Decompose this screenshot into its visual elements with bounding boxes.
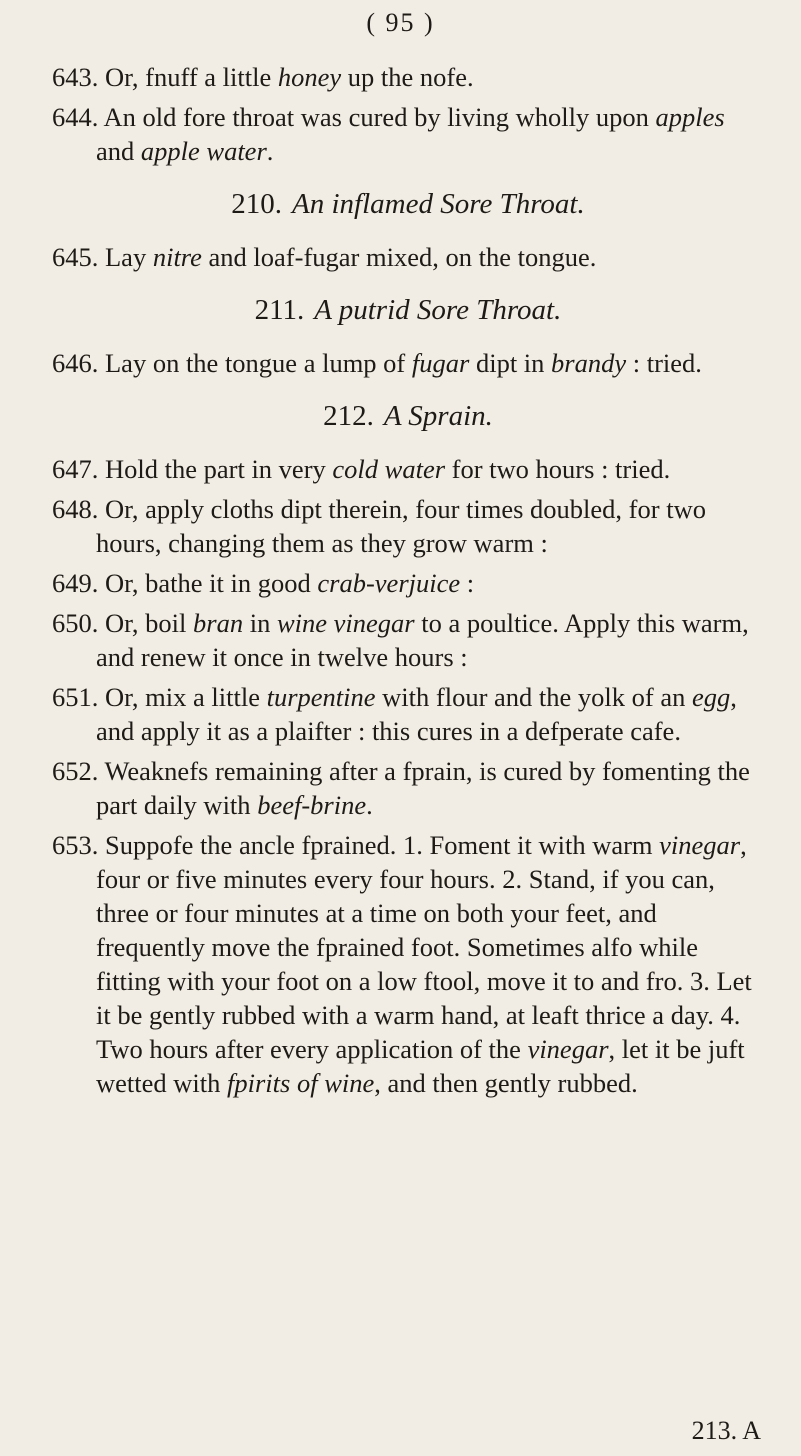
section-heading-212: 212. A Sprain. xyxy=(323,400,493,432)
remedy-644: 644. An old fore throat was cured by living wholly upon apples and apple water. xyxy=(52,102,725,166)
remedy-645: 645. Lay nitre and loaf-fugar mixed, on the tongue. xyxy=(52,242,597,272)
remedy-646: 646. Lay on the tongue a lump of fugar dipt in brandy : tried. xyxy=(52,348,702,378)
remedy-652: 652. Weaknefs remaining after a fprain, is cured by fomenting the part daily with beef-brine. xyxy=(52,756,750,820)
page-number-header: ( 95 ) xyxy=(366,8,435,37)
section-heading-211: 211. A putrid Sore Throat. xyxy=(254,294,562,326)
remedy-643: 643. Or, fnuff a little honey up the nofe. xyxy=(52,62,474,92)
section-heading-210: 210. An inflamed Sore Throat. xyxy=(231,188,585,220)
remedy-651: 651. Or, mix a little turpentine with flour and the yolk of an egg, and apply it as a plaifter : this cures in a defperate cafe. xyxy=(52,682,737,746)
remedy-653: 653. Suppofe the ancle fprained. 1. Foment it with warm vinegar, four or five minutes every four hours. 2. Stand, if you can, three or four minutes at a time on both your feet, and frequently move the fprained foot. Sometimes alfo while fitting with your foot on a low ftool, move it to and fro. 3. Let it be gently rubbed with a warm hand, at leaft thrice a day. 4. Two hours after every application of the vinegar, let it be juft wetted with fpirits of wine, and then gently rubbed. xyxy=(52,830,752,1098)
catchword: 213. A xyxy=(691,1416,761,1445)
remedy-649: 649. Or, bathe it in good crab-verjuice : xyxy=(52,568,475,598)
page-body xyxy=(52,60,764,1106)
remedy-650: 650. Or, boil bran in wine vinegar to a poultice. Apply this warm, and renew it once in twelve hours : xyxy=(52,608,749,672)
remedy-647: 647. Hold the part in very cold water for two hours : tried. xyxy=(52,454,671,484)
remedy-648: 648. Or, apply cloths dipt therein, four times doubled, for two hours, changing them as they grow warm : xyxy=(52,494,706,558)
